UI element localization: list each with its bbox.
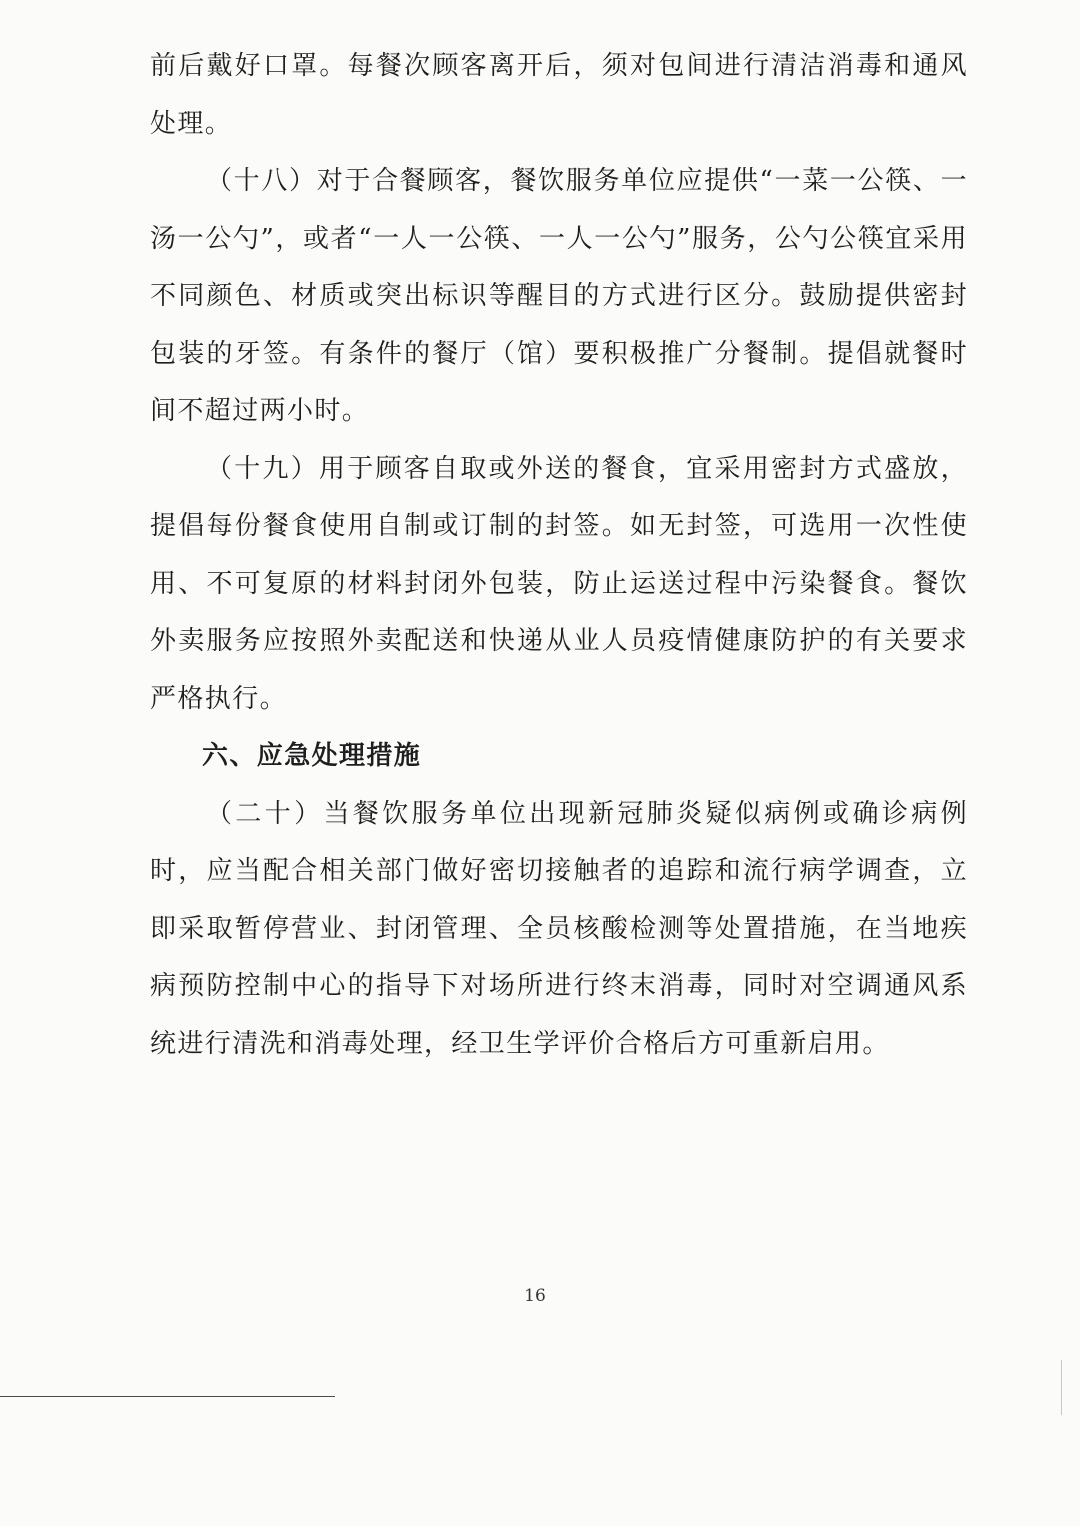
footnote-divider: [0, 1396, 335, 1397]
paragraph-item-20: （二十）当餐饮服务单位出现新冠肺炎疑似病例或确诊病例时，应当配合相关部门做好密切接触者的追踪和流行病学调查，立即采取暂停营业、封闭管理、全员核酸检测等处置措施，在当地疾病预防控制中心的指导下对场所进行终末消毒，同时对空调通风系统进行清洗和消毒处理，经卫生学评价合格后方可重新启用。: [150, 798, 968, 1059]
scan-edge-mark: [1061, 1360, 1062, 1415]
section-heading: 六、应急处理措施: [202, 741, 422, 771]
paragraph-continuation: 前后戴好口罩。每餐次顾客离开后，须对包间进行清洁消毒和通风处理。: [150, 51, 968, 139]
paragraph-item-19: （十九）用于顾客自取或外送的餐食，宜采用密封方式盛放，提倡每份餐食使用自制或订制的封签。如无封签，可选用一次性使用、不可复原的材料封闭外包装，防止运送过程中污染餐食。餐饮外卖服务应按照外卖配送和快递从业人员疫情健康防护的有关要求严格执行。: [150, 453, 968, 714]
paragraph-item-18: （十八）对于合餐顾客，餐饮服务单位应提供“一菜一公筷、一汤一公勺”，或者“一人一公筷、一人一公勺”服务，公勺公筷宜采用不同颜色、材质或突出标识等醒目的方式进行区分。鼓励提供密封包装的牙签。有条件的餐厅（馆）要积极推广分餐制。提倡就餐时间不超过两小时。: [150, 166, 968, 426]
document-body: [150, 38, 968, 1073]
page-number: 16: [524, 1286, 546, 1306]
